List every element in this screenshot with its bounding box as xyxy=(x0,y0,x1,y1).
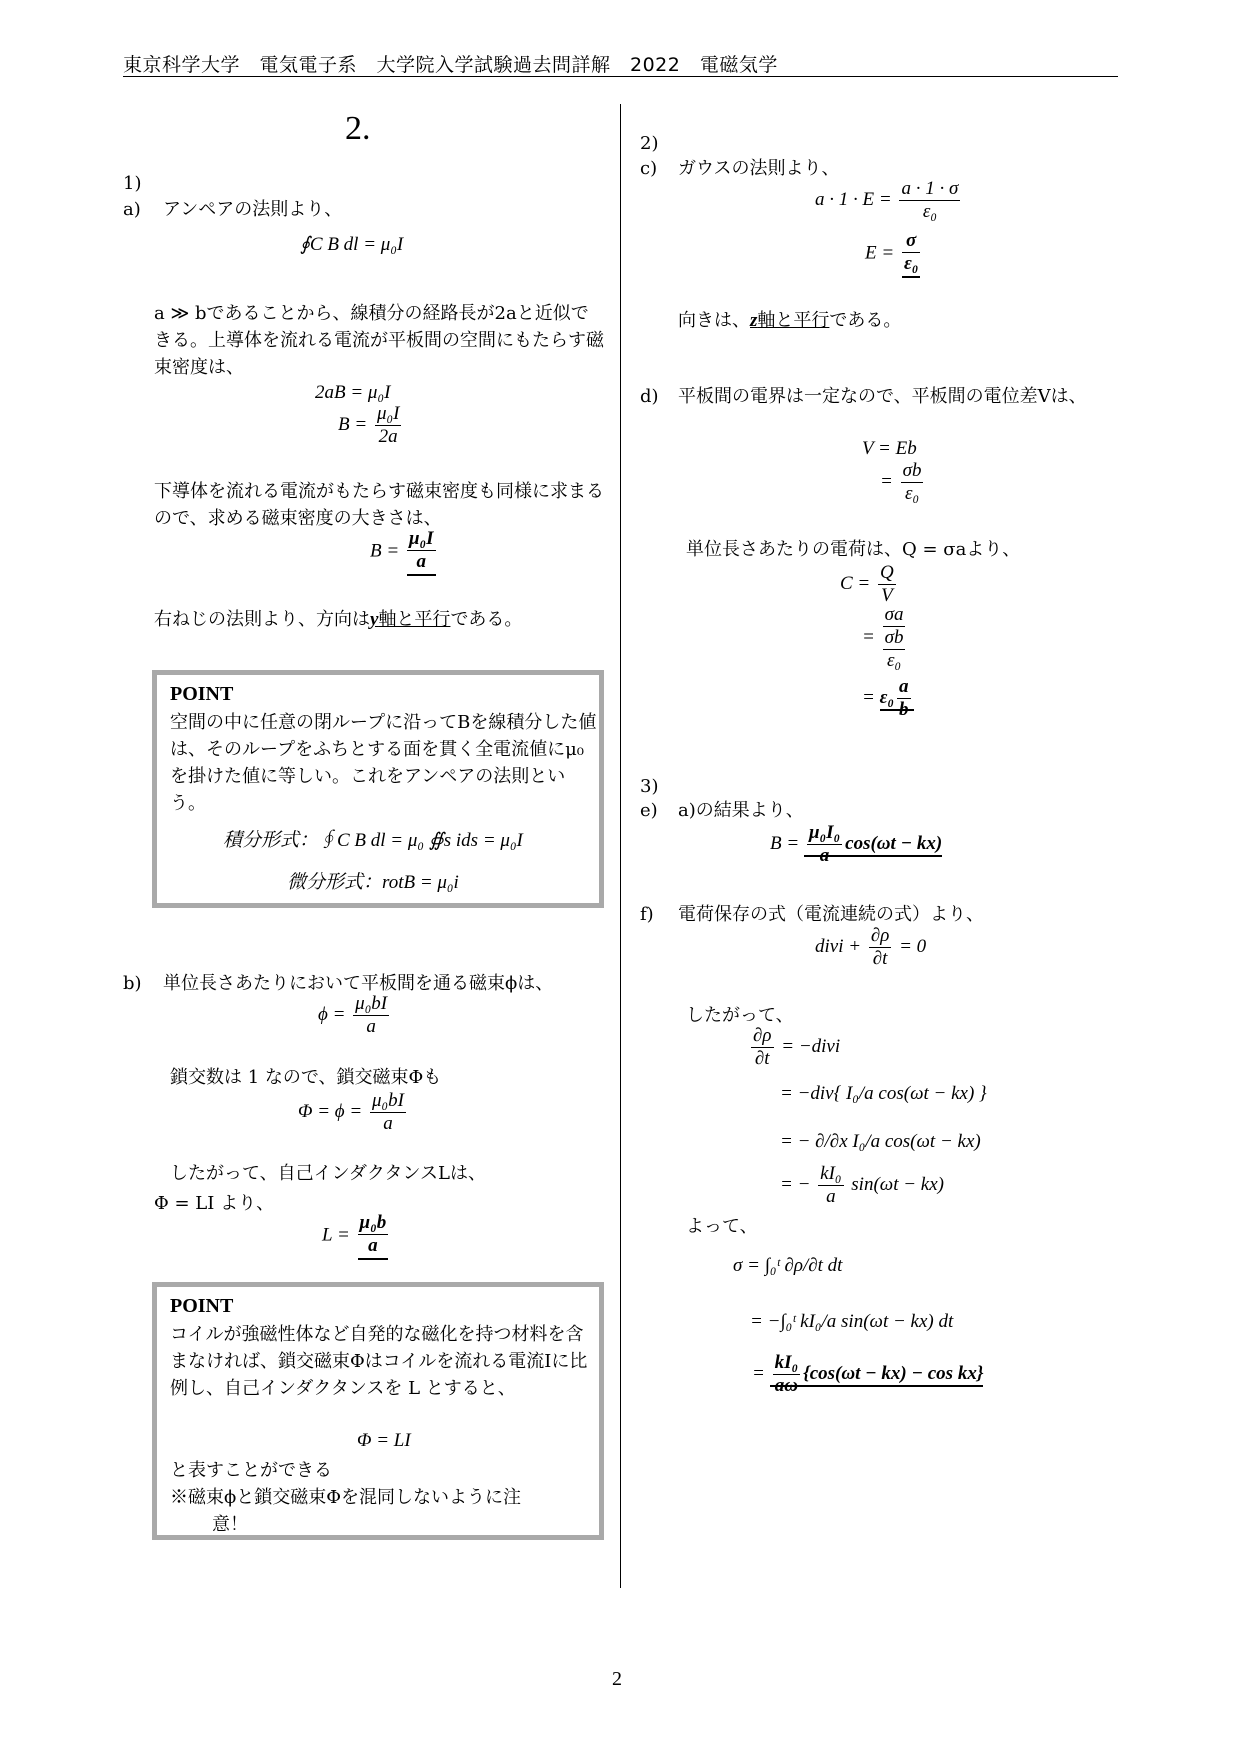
item-f-label: f) xyxy=(640,904,654,925)
fraction-numerator: μ₀I xyxy=(408,528,434,549)
eq-lhs: = xyxy=(862,626,875,648)
item-f-text-2: よって、 xyxy=(686,1216,758,1237)
section-number: 2. xyxy=(345,110,371,147)
point-text: 空間の中に任意の閉ループに沿ってBを線積分した値は、そのループをふちとする面を貫く全電流値にμ₀を掛けた値に等しい。これをアンペアの法則という。 xyxy=(170,712,597,814)
point-box-1 xyxy=(152,670,604,908)
gauss-equation xyxy=(815,178,963,223)
item-b-label: b) xyxy=(123,973,142,994)
eq-post: = 0 xyxy=(899,935,927,957)
fraction-denominator: a xyxy=(416,551,426,572)
fraction-numerator: a · 1 · σ xyxy=(901,178,959,199)
fraction-denominator-sub: ε₀ xyxy=(886,650,902,671)
sigma-equation: σ = ∫₀ᵗ ∂ρ/∂t dt xyxy=(733,1255,843,1276)
direction-answer: 軸と平行 xyxy=(378,609,451,630)
direction-pre: 右ねじの法則より、方向は xyxy=(154,609,370,630)
answer-c-equation xyxy=(865,230,923,278)
part2-label: 2) xyxy=(640,133,659,154)
eq-post: = −divi xyxy=(781,1035,841,1057)
item-b-text-1: 鎖交数は 1 なので、鎖交磁束Φも xyxy=(170,1067,442,1088)
direction-post: である。 xyxy=(450,609,523,630)
fraction-denominator: ε₀ xyxy=(904,483,920,504)
integral-form: 積分形式：∮C B dl = μ₀ ∯s ids = μ₀I xyxy=(223,830,523,851)
axis-y: y xyxy=(370,609,379,630)
fraction-denominator: ∂t xyxy=(754,1048,770,1069)
point-box-2 xyxy=(152,1282,604,1540)
eq-pre: = − xyxy=(780,1173,811,1195)
point-text: コイルが強磁性体など自発的な磁化を持つ材料を含まなければ、鎖交磁束Φはコイルを流れる電流Iに比例し、自己インダクタンスを L とすると、 xyxy=(170,1324,588,1399)
answer-b-equation xyxy=(322,1212,391,1260)
eq-lhs: ϕ = xyxy=(318,1003,346,1025)
item-d-text: 単位長さあたりの電荷は、Q = σaより、 xyxy=(686,539,1021,560)
eq-lhs: a · 1 · E = xyxy=(815,188,892,210)
derivation-line-2: = −div{ I₀/a cos(ωt − kx) } xyxy=(780,1083,987,1104)
fraction-numerator: kI₀ xyxy=(820,1163,842,1184)
voltage-equation-2 xyxy=(880,460,926,505)
document-header: 東京科学大学 電気電子系 大学院入学試験過去問詳解 2022 電磁気学 xyxy=(123,54,778,76)
fraction-numerator: μ₀bI xyxy=(371,1090,404,1111)
eq-lhs: E = xyxy=(865,242,895,264)
item-f-text-1: したがって、 xyxy=(686,1005,794,1026)
fraction-numerator: μ₀I₀ xyxy=(808,822,841,843)
eq-lhs: = xyxy=(752,1362,765,1384)
fraction-numerator: Q xyxy=(880,562,894,583)
point-note: ※磁束ϕと鎖交磁束Φを混同しないように注 xyxy=(170,1487,522,1508)
fraction-numerator: σb xyxy=(902,460,922,481)
answer-a-equation xyxy=(370,528,439,576)
axis-z: z xyxy=(750,310,758,331)
item-f-intro: 電荷保存の式（電流連続の式）より、 xyxy=(678,904,984,925)
fraction-numerator: ∂ρ xyxy=(870,925,890,946)
answer-e-equation xyxy=(770,822,942,867)
capacitance-equation xyxy=(840,562,899,607)
capacitance-equation-2 xyxy=(862,604,908,672)
fraction-denominator: 2a xyxy=(378,426,398,447)
item-e-label: e) xyxy=(640,800,658,821)
eq-lhs: L = xyxy=(322,1224,350,1246)
eq-lhs: C = xyxy=(840,572,871,594)
derivation-line-1 xyxy=(748,1025,840,1070)
page-number: 2 xyxy=(612,1668,622,1690)
fraction-numerator: μ₀I xyxy=(376,403,400,424)
direction-answer: 軸と平行 xyxy=(757,310,830,331)
equation-2aB: 2aB = μ₀I xyxy=(315,382,391,403)
voltage-equation: V = Eb xyxy=(862,438,917,459)
fraction-denominator: ε₀ xyxy=(903,253,919,274)
item-a-label: a) xyxy=(123,199,141,220)
differential-form: 微分形式：rotB = μ₀i xyxy=(287,872,459,893)
eq-pre: divi + xyxy=(815,935,862,957)
equation-B-half xyxy=(338,403,404,448)
item-a-intro: アンペアの法則より、 xyxy=(163,199,343,220)
fraction-numerator: a xyxy=(899,676,909,697)
eq-post: sin(ωt − kx) xyxy=(851,1173,944,1195)
direction-post: である。 xyxy=(829,310,902,331)
part1-label: 1) xyxy=(123,173,142,194)
item-c-label: c) xyxy=(640,158,658,179)
item-d-intro: 平板間の電界は一定なので、平板間の電位差Vは、 xyxy=(678,386,1087,407)
eq-lhs: Φ = ϕ = xyxy=(298,1100,363,1122)
continuity-equation xyxy=(815,925,926,970)
fraction-numerator: ∂ρ xyxy=(753,1025,772,1046)
direction-pre: 向きは、 xyxy=(678,310,750,331)
answer-prefactor: ε₀ xyxy=(879,686,894,708)
fraction-denominator: a xyxy=(366,1016,376,1037)
fraction-denominator: aω xyxy=(774,1375,798,1396)
fraction-denominator: σb xyxy=(884,627,904,648)
ampere-law-equation: ∮C B dl = μ₀I xyxy=(300,234,404,255)
item-d-label: d) xyxy=(640,386,659,407)
fraction-denominator: ∂t xyxy=(872,948,888,969)
answer-bracket-term: {cos(ωt − kx) − cos kx} xyxy=(803,1362,984,1384)
item-e-intro: a)の結果より、 xyxy=(678,800,804,821)
flux-equation xyxy=(318,993,392,1038)
item-b-text-2: したがって、自己インダクタンスLは、 xyxy=(170,1163,486,1184)
fraction-denominator: a xyxy=(383,1113,393,1134)
eq-lhs: = xyxy=(862,686,875,708)
fraction-numerator: σa xyxy=(884,604,904,625)
item-a-text-2: 下導体を流れる電流がもたらす磁束密度も同様に求まるので、求める磁束密度の大きさは、 xyxy=(154,481,604,529)
point-note-cont: 意！ xyxy=(212,1514,248,1535)
fraction-denominator: b xyxy=(899,699,909,720)
fraction-denominator: a xyxy=(368,1235,378,1256)
eq-lhs: B = xyxy=(370,540,400,562)
fraction-denominator: a xyxy=(826,1186,836,1207)
eq-lhs: B = xyxy=(338,413,368,435)
cosine-term: cos(ωt − kx) xyxy=(845,832,943,854)
sigma-equation-2: = −∫₀ᵗ kI₀/a sin(ωt − kx) dt xyxy=(750,1311,954,1332)
point-title: POINT xyxy=(170,1295,234,1317)
item-c-intro: ガウスの法則より、 xyxy=(678,158,840,179)
point-title: POINT xyxy=(170,683,234,705)
column-divider xyxy=(620,104,621,1588)
item-c-direction xyxy=(678,307,901,334)
fraction-numerator: μ₀b xyxy=(359,1212,387,1233)
fraction-denominator: V xyxy=(881,585,893,606)
eq-lhs: = xyxy=(880,470,893,492)
header-rule xyxy=(123,76,1118,77)
fraction-numerator: μ₀bI xyxy=(355,993,388,1014)
item-b-intro: 単位長さあたりにおいて平板間を通る磁束ϕは、 xyxy=(163,973,554,994)
derivation-line-3: = − ∂/∂x I₀/a cos(ωt − kx) xyxy=(780,1131,981,1152)
item-b-text-3: Φ = LI より、 xyxy=(154,1193,275,1214)
part3-label: 3) xyxy=(640,776,659,797)
item-a-text-1: a ≫ bであることから、線積分の経路長が2aと近似できる。上導体を流れる電流が平板間の空間にもたらす磁束密度は、 xyxy=(154,303,604,378)
eq-lhs: B = xyxy=(770,832,800,854)
answer-d-equation xyxy=(862,676,914,721)
fraction-numerator: σ xyxy=(902,230,920,253)
linkage-flux-equation xyxy=(298,1090,409,1135)
fraction-denominator: ε₀ xyxy=(922,201,937,222)
item-a-direction xyxy=(154,606,522,633)
fraction-denominator: a xyxy=(819,845,830,866)
derivation-line-4 xyxy=(780,1163,944,1208)
point-text-2: と表すことができる xyxy=(170,1460,332,1481)
fraction-numerator: kI₀ xyxy=(774,1352,799,1373)
point-equation: Φ = LI xyxy=(357,1430,411,1451)
answer-f-equation xyxy=(752,1352,983,1397)
